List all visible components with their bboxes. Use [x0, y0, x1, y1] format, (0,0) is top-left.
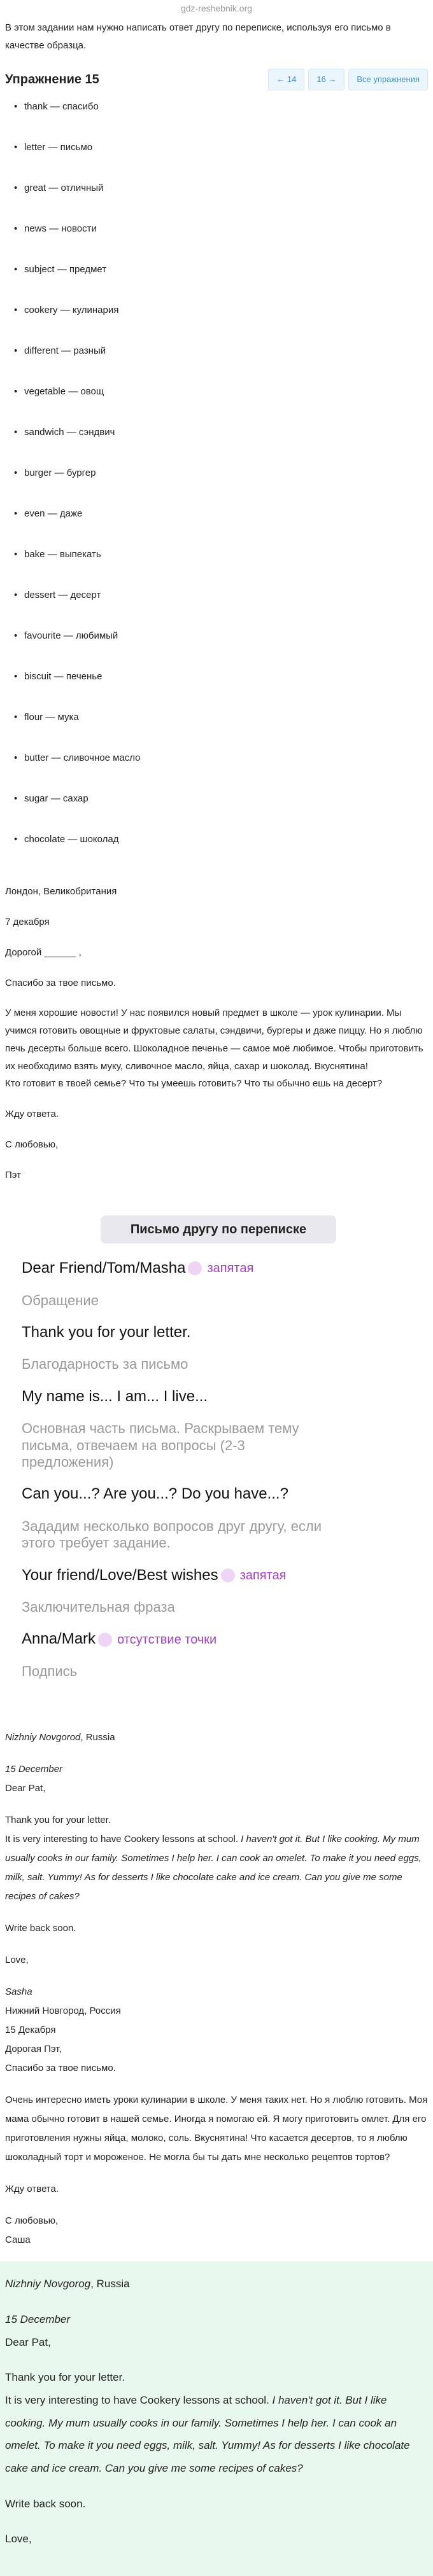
- answer-body-plain: It is very interesting to have Cookery lessons at school.: [5, 1834, 239, 1845]
- letter-date: 7 декабря: [5, 917, 50, 928]
- list-item: • favourite — любимый: [24, 626, 428, 667]
- answer-highlight-block: [0, 2261, 433, 2576]
- letter-thanks: Спасибо за твое письмо.: [5, 977, 116, 988]
- template-caption: Зададим несколько вопросов друг другу, если этого требует задание.: [22, 1518, 322, 1551]
- list-item: • flour — мука: [24, 707, 428, 748]
- template-note: запятая: [239, 1568, 287, 1582]
- green-body-plain: It is very interesting to have Cookery lessons at school.: [5, 2393, 269, 2406]
- answer-write-back: Write back soon.: [5, 1923, 76, 1934]
- template-intro: My name is... I am... I live...: [22, 1387, 208, 1405]
- green-date: 15 December: [5, 2313, 71, 2325]
- answer-greeting: Dear Pat,: [5, 1783, 46, 1794]
- answer-ru-signature: Саша: [5, 2234, 31, 2246]
- template-closing: Your friend/Love/Best wishes: [22, 1566, 218, 1584]
- answer-thanks: Thank you for your letter.: [5, 1815, 111, 1826]
- list-item: • vegetable — овощ: [24, 382, 428, 422]
- list-item: • thank — спасибо: [24, 97, 428, 137]
- green-write-back: Write back soon.: [5, 2497, 86, 2510]
- green-city: Nizhniy Novgorog: [5, 2278, 91, 2290]
- template-caption: Обращение: [22, 1292, 99, 1308]
- green-country: , Russia: [90, 2278, 130, 2290]
- list-item: • chocolate — шоколад: [24, 829, 428, 870]
- list-item: • great — отличный: [24, 178, 428, 219]
- site-watermark: gdz-reshebnik.org: [180, 3, 253, 13]
- answer-ru-date: 15 Декабря: [5, 2025, 56, 2036]
- answer-city: Nizhniy Novgorod: [5, 1732, 81, 1743]
- card-title: Письмо другу по переписке: [101, 1215, 336, 1243]
- card-body: [5, 1243, 336, 1680]
- template-caption: Основная часть письма. Раскрываем тему письма, отвечаем на вопросы (2-3 предложения): [22, 1420, 299, 1471]
- list-item: • even — даже: [24, 504, 428, 544]
- exercise-nav: [268, 69, 428, 91]
- answer-signature: Sasha: [5, 1986, 32, 1998]
- highlight-dot: [221, 1568, 235, 1582]
- green-greeting: Dear Pat,: [5, 2336, 51, 2348]
- answer-closing: Love,: [5, 1955, 29, 1966]
- exercise-title: Упражнение 15: [5, 72, 99, 87]
- answer-ru-wait: Жду ответа.: [5, 2184, 59, 2195]
- answer-ru-place: Нижний Новгород, Россия: [5, 2005, 121, 2017]
- template-note: отсутствие точки: [117, 1632, 217, 1647]
- answer-body-italic: I haven't got it. But I like cooking. My mum usually cooks in our family. Sometimes I help her. I can cook an omelet. To make it you need eggs, milk, salt. Yummy! As for desserts I like chocolate cake and ice cream. Can you give me some recipes of cakes?: [5, 1834, 422, 1902]
- template-signature: Anna/Mark: [22, 1630, 96, 1648]
- letter-greeting: Дорогой ______ ,: [5, 946, 82, 958]
- list-item: • subject — предмет: [24, 260, 428, 300]
- letter-closing: С любовью,: [5, 1139, 59, 1150]
- template-caption: Подпись: [22, 1663, 78, 1679]
- template-note: запятая: [207, 1261, 254, 1276]
- list-item: • dessert — десерт: [24, 585, 428, 626]
- list-item: • butter — сливочное масло: [24, 748, 428, 789]
- template-thanks: Thank you for your letter.: [22, 1324, 191, 1341]
- green-body-italic: I haven't got it. But I like cooking. My mum usually cooks in our family. Sometimes I help her. I can cook an omelet. To make it you need eggs, milk, salt. Yummy! As for desserts I like chocolate cake and ice cream. Can you give me some recipes of cakes?: [5, 2393, 410, 2474]
- letter-template-card: [5, 1215, 336, 1680]
- list-item: • letter — письмо: [24, 137, 428, 178]
- answer-date: 15 December: [5, 1764, 63, 1775]
- exercise-header: [5, 69, 428, 91]
- template-caption: Благодарность за письмо: [22, 1356, 188, 1373]
- answer-ru-thanks: Спасибо за твое письмо.: [5, 2063, 116, 2074]
- vocab-list: [5, 97, 428, 870]
- answer-english: [5, 1705, 428, 2250]
- letter-place: Лондон, Великобритания: [5, 886, 117, 897]
- list-item: • biscuit — печенье: [24, 667, 428, 707]
- next-exercise-button[interactable]: 16 →: [308, 69, 344, 91]
- letter-questions: Кто готовит в твоей семье? Что ты умеешь готовить? Что ты обычно ешь на десерт?: [5, 1078, 383, 1090]
- answer-country: , Russia: [80, 1732, 115, 1743]
- list-item: • burger — бургер: [24, 463, 428, 504]
- intro-text: В этом задании нам нужно написать ответ другу по переписке, используя его письмо в качестве образца.: [5, 22, 391, 51]
- template-caption: Заключительная фраза: [22, 1598, 175, 1615]
- green-closing: Love,: [5, 2533, 32, 2545]
- list-item: • cookery — кулинария: [24, 300, 428, 341]
- highlight-dot: [188, 1261, 202, 1275]
- answer-ru-body: Очень интересно иметь уроки кулинарии в школе. У меня таких нет. Но я люблю готовить. Моя мама обычно готовит в нашей семье. Иногда я помогаю ей. Я могу приготовить омлет. Для его приготовления нужны яйца, молоко, соль. Вкуснятина! Что касается десертов, то я люблю шоколадный торт и мороженое. Не могла бы ты дать мне несколько рецептов тортов?: [5, 2095, 428, 2163]
- list-item: • sandwich — сэндвич: [24, 422, 428, 463]
- letter-signature: Пэт: [5, 1169, 21, 1181]
- list-item: • news — новости: [24, 219, 428, 260]
- list-item: • sugar — сахар: [24, 789, 428, 829]
- prev-exercise-button[interactable]: ← 14: [268, 69, 304, 91]
- template-greeting: Dear Friend/Tom/Masha: [22, 1259, 186, 1277]
- highlight-dot: [98, 1633, 112, 1647]
- list-item: • bake — выпекать: [24, 544, 428, 585]
- green-thanks: Thank you for your letter.: [5, 2371, 125, 2384]
- letter-wait: Жду ответа.: [5, 1109, 59, 1120]
- template-questions: Can you...? Are you...? Do you have...?: [22, 1485, 288, 1503]
- answer-ru-closing: С любовью,: [5, 2215, 59, 2227]
- answer-ru-greeting: Дорогая Пэт,: [5, 2044, 62, 2055]
- all-exercises-button[interactable]: Все упражнения: [348, 69, 428, 91]
- letter-body: У меня хорошие новости! У нас появился новый предмет в школе — урок кулинарии. Мы учимся готовить овощные и фруктовые салаты, сэндвичи, бургеры и даже пиццу. Но я люблю печь десерты больше всего. Шоколадное печенье — самое моё любимое. Чтобы приготовить их необходимо взять муку, сливочное масло, яйца, сахар и шоколад. Вкуснятина!: [5, 1008, 423, 1072]
- list-item: • different — разный: [24, 341, 428, 382]
